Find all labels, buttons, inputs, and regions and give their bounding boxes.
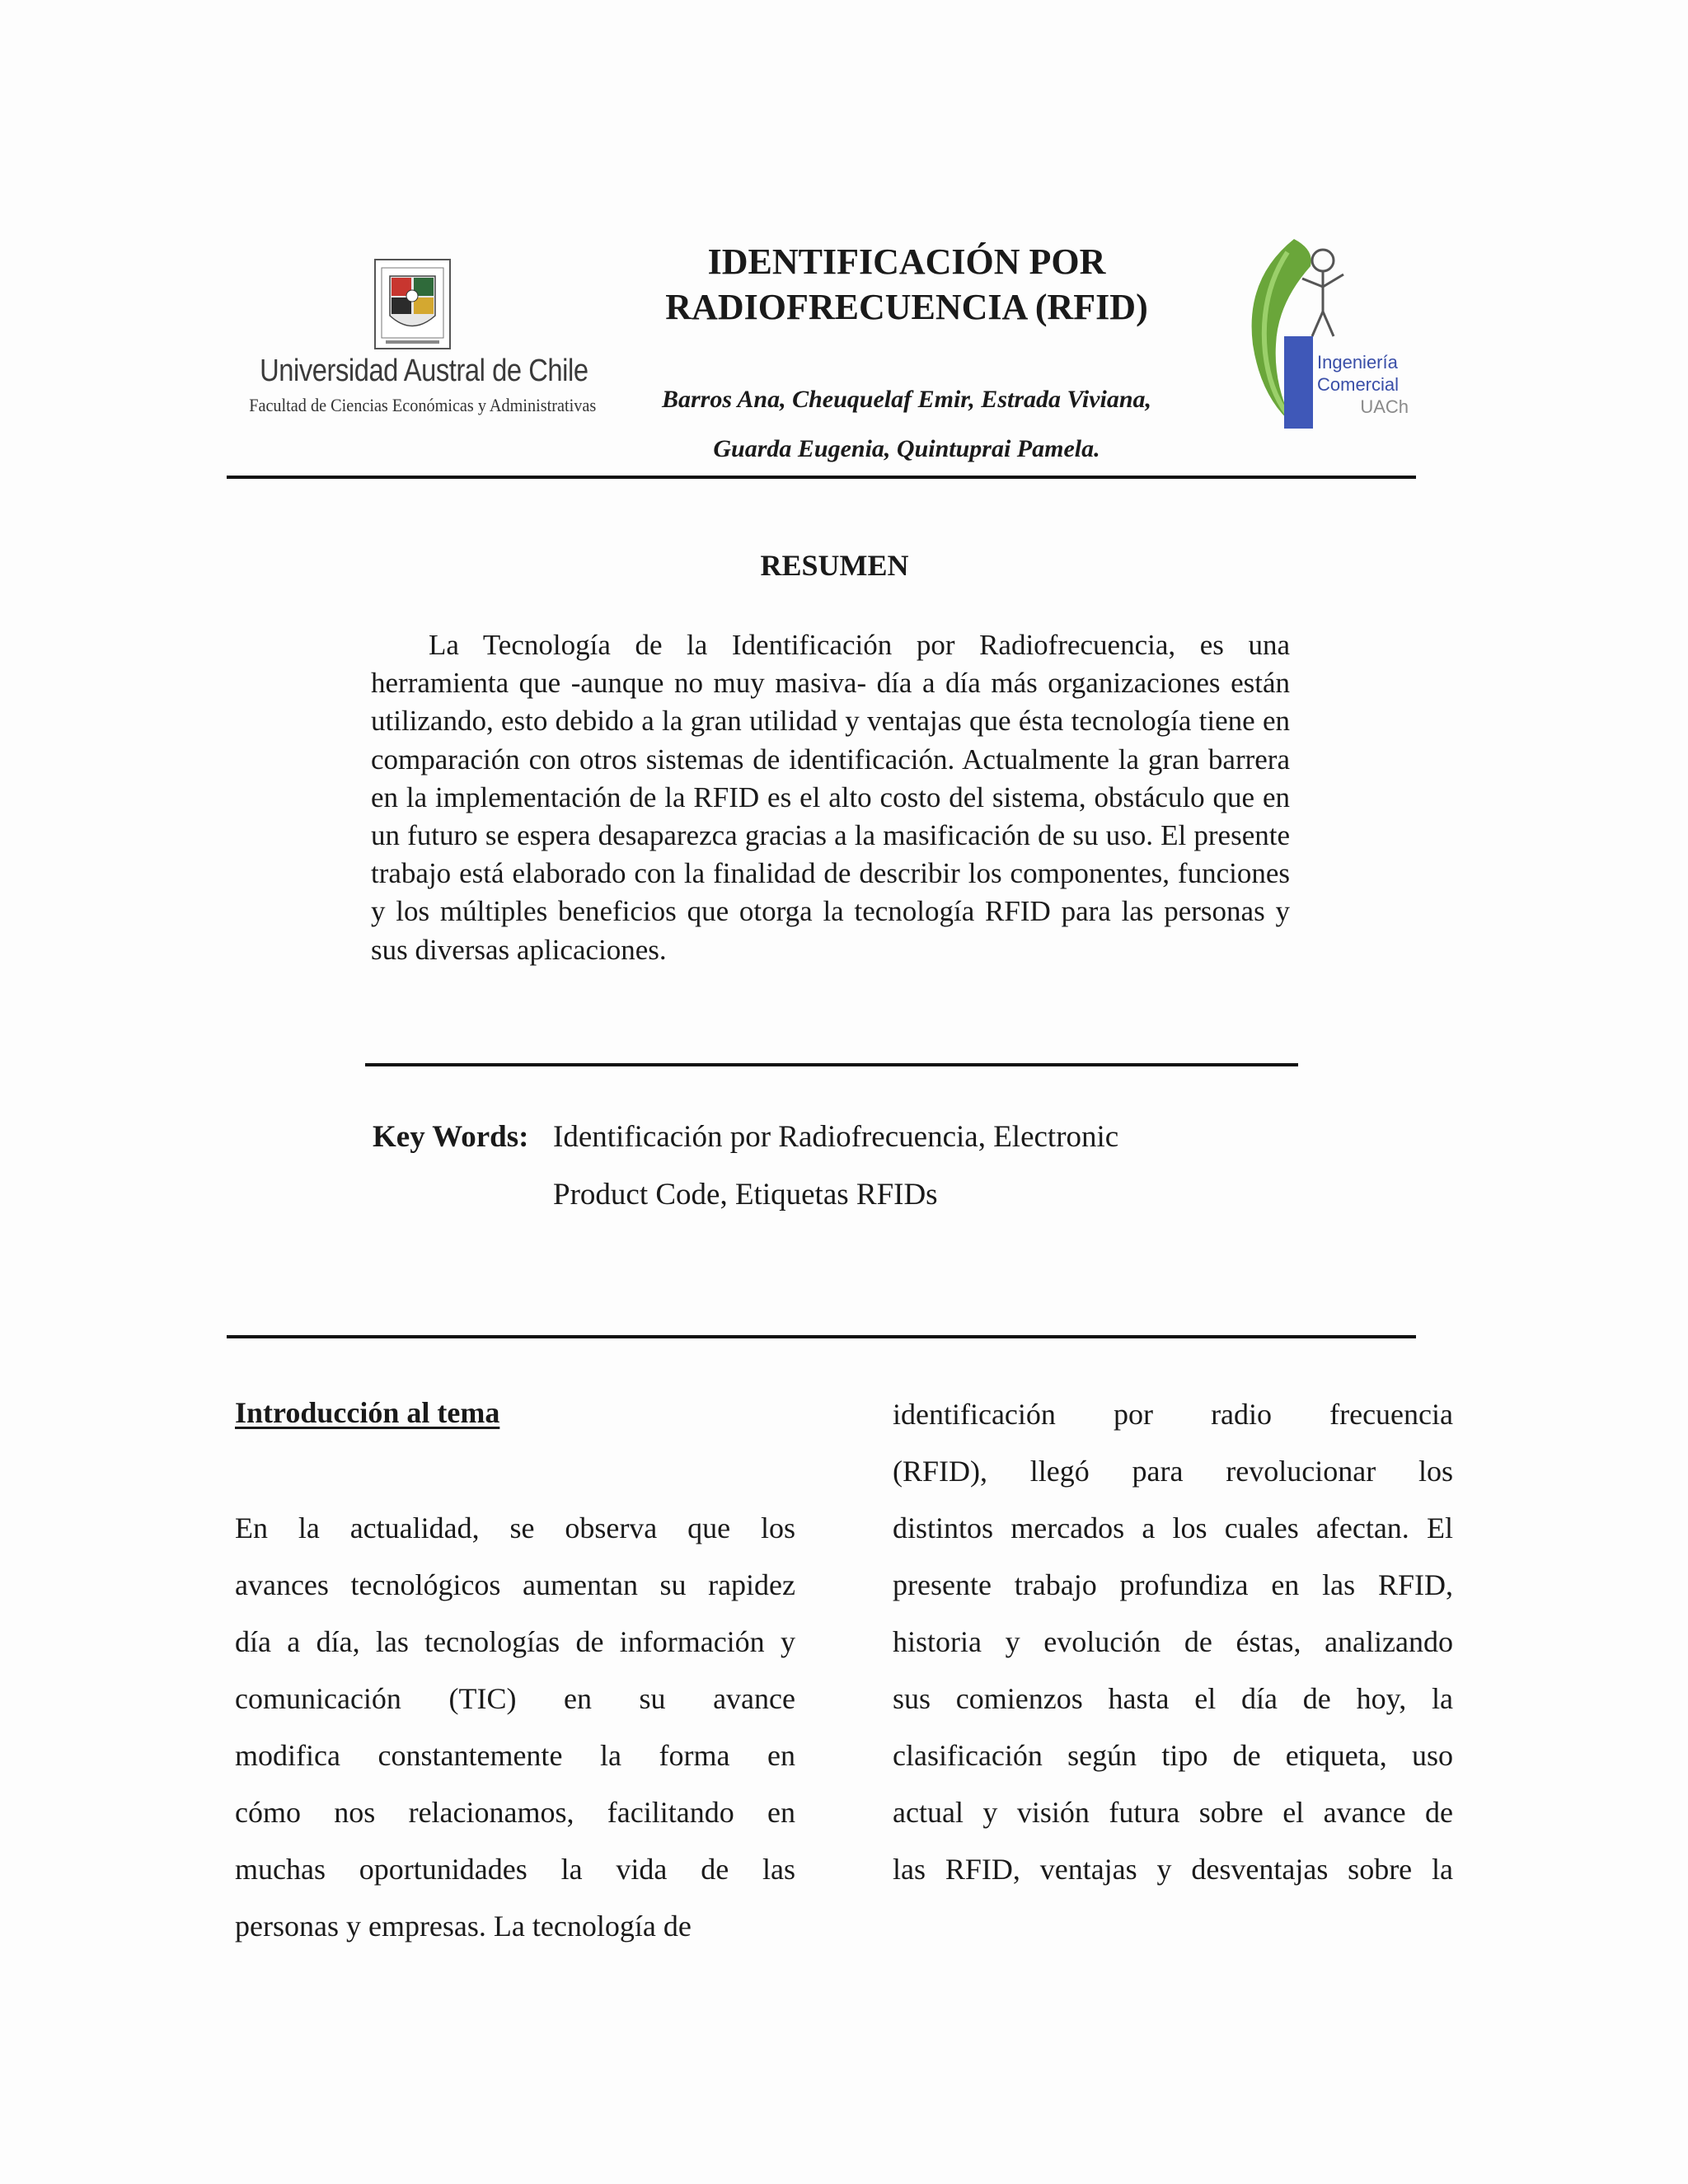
- program-logo-line: Comercial: [1317, 374, 1400, 395]
- section-heading: Introducción al tema: [235, 1396, 500, 1429]
- program-logo-line: Ingeniería: [1317, 352, 1398, 373]
- text-line: clasificación según tipo de etiqueta, uso: [893, 1739, 1453, 1772]
- program-logo-line: UACh: [1360, 396, 1409, 417]
- text-line: En la actualidad, se observa que los: [235, 1511, 795, 1544]
- program-logo: [1236, 229, 1409, 431]
- text-line: modifica constantemente la forma en: [235, 1739, 795, 1772]
- title-line: IDENTIFICACIÓN POR: [707, 241, 1106, 282]
- text-column-right: [893, 1386, 1453, 1898]
- faculty-name: Facultad de Ciencias Económicas y Administrativas: [249, 395, 597, 415]
- text-column-left: [235, 1500, 795, 1955]
- keywords-divider: [227, 1335, 1416, 1338]
- abstract-heading: RESUMEN: [760, 549, 909, 582]
- abstract-divider: [365, 1063, 1298, 1066]
- text-line: distintos mercados a los cuales afectan. El: [893, 1511, 1453, 1544]
- text-line: actual y visión futura sobre el avance de: [893, 1796, 1453, 1829]
- keywords-label: Key Words:: [373, 1120, 529, 1154]
- header-divider: [227, 476, 1416, 479]
- university-crest-icon: [373, 258, 452, 350]
- text-line: historia y evolución de éstas, analizando: [893, 1625, 1453, 1658]
- text-line: identificación por radio frecuencia: [893, 1398, 1453, 1431]
- text-line: sus comienzos hasta el día de hoy, la: [893, 1682, 1453, 1715]
- text-line: día a día, las tecnologías de información y: [235, 1625, 795, 1658]
- authors-line: Barros Ana, Cheuquelaf Emir, Estrada Viviana,: [661, 386, 1152, 413]
- text-line: cómo nos relacionamos, facilitando en: [235, 1796, 795, 1829]
- text-line: avances tecnológicos aumentan su rapidez: [235, 1568, 795, 1601]
- text-line: personas y empresas. La tecnología de: [235, 1910, 692, 1943]
- paper-title: [577, 239, 1236, 330]
- program-logo-text: [1317, 351, 1412, 418]
- text-line: comunicación (TIC) en su avance: [235, 1682, 795, 1715]
- authors: [577, 375, 1236, 474]
- text-line: las RFID, ventajas y desventajas sobre la: [893, 1853, 1453, 1886]
- text-line: muchas oportunidades la vida de las: [235, 1853, 795, 1886]
- university-name: Universidad Austral de Chile: [260, 354, 588, 388]
- text-line: presente trabajo profundiza en las RFID,: [893, 1568, 1453, 1601]
- abstract-text: La Tecnología de la Identificación por Radiofrecuencia, es una herramienta que -aunque no muy masiva- día a día más organizaciones están utilizando, esto debido a la gran utilidad y ventajas que ésta tecnología tiene en comparación con otros sistemas de identificación. Actualmente la gran barrera en la implementación de la RFID es el alto costo del sistema, obstáculo que en un futuro se espera desaparezca gracias a la masificación de su uso. El presente trabajo está elaborado con la finalidad de describir los componentes, funciones y los múltiples beneficios que otorga la tecnología RFID para las personas y sus diversas aplicaciones.: [371, 629, 1290, 966]
- university-logo: [235, 251, 597, 416]
- text-line: (RFID), llegó para revolucionar los: [893, 1455, 1453, 1488]
- keywords-line: Identificación por Radiofrecuencia, Electronic: [553, 1120, 1119, 1154]
- title-line: RADIOFRECUENCIA (RFID): [665, 287, 1148, 327]
- keywords-line: Product Code, Etiquetas RFIDs: [553, 1178, 938, 1212]
- authors-line: Guarda Eugenia, Quintuprai Pamela.: [713, 435, 1100, 462]
